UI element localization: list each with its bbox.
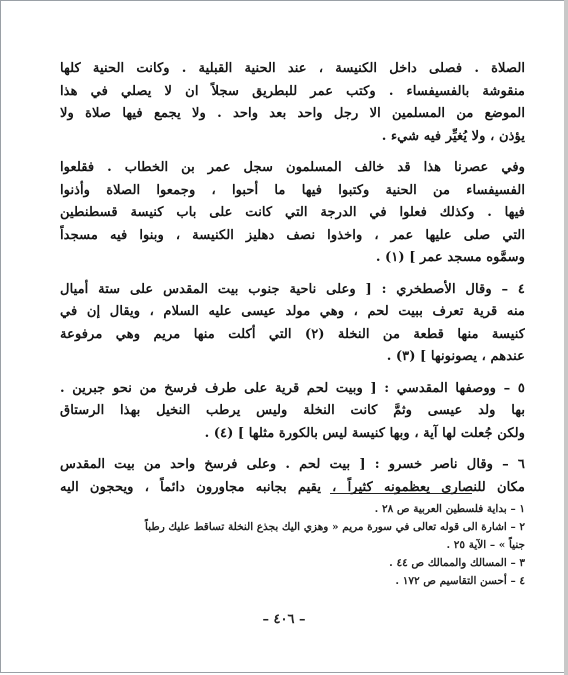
text-line: الموضع من المسلمين الا رجل واحد بعد واحد . ولا يجمع فيها صلاة ولا [60,106,525,121]
paragraph-2 [60,157,525,270]
footnote-item: ٢ – اشارة الى قوله تعالى في سورة مريم « وهزي اليك بجذع النخلة تساقط عليك رطباً [144,521,525,533]
text-line: يؤذن ، ولا يُغيِّر فيه شيء . [381,128,525,144]
text-line: بها ولد عيسى وثمَّ كانت النخلة وليس يرطب النخيل بهذا الرستاق [60,403,525,418]
text-line: وفي عصرنا هذا قد خالف المسلمون سجل عمر بن الخطاب . فقلعوا [60,160,525,175]
page-body [60,58,525,508]
paragraph-3 [60,279,525,369]
footnote-item: ١ – بداية فلسطين العربية ص ٢٨ . [374,503,525,515]
text-line: الفسيفساء من الحنية وكتبوا فيها ما أحبوا ، وجمعوا الصلاة وأذنوا [60,182,525,198]
footnote-item: جنياً » – الآية ٢٥ . [446,539,525,551]
text-line: ٦ – وقال ناصر خسرو : [ بيت لحم . وعلى فرسخ واحد من بيت المقدس [60,457,525,472]
text-line: عندهم ، يصونونها ] (٣) . [386,349,525,364]
text-line: الصلاة . فصلى داخل الكنيسة ، عند الحنية القبلية . وكانت الحنية كلها [60,61,525,76]
text-line: وسمَّوه مسجد عمر ] (١) . [375,250,525,265]
footnote-item: ٣ – المسالك والممالك ص ٤٤ . [389,557,525,569]
text-line: منقوشة بالفسيفساء . وكتب عمر للبطريق سجلاً ان لا يصلي في هذا [60,83,525,99]
text-line: ٥ – ووصفها المقدسي : [ وبيت لحم قرية على طرف فرسخ من نحو جبرين . [60,380,525,396]
text-line: مكان للنصارى يعظمونه كثيراً ، يقيم بجانبه مجاورون دائماً ، ويحجون اليه [60,479,525,495]
paragraph-1 [60,58,525,148]
text-line: ٤ – وقال الأصطخري : [ وعلى ناحية جنوب بيت المقدس على ستة أميال [60,281,525,297]
paragraph-4 [60,378,525,446]
text-line: ولكن جُعلت لها آية ، وبها كنيسة ليس بالكورة مثلها ] (٤) . [204,425,525,441]
footnote-item: ٤ – أحسن التقاسيم ص ١٧٢ . [395,575,525,587]
page-number: – ٤٠٦ – [262,612,306,627]
text-line: التي صلى عليها عمر ، واخذوا نصف دهليز الكنيسة ، وبنوا فيه مسجداً [60,227,525,243]
text-line: كنيسة منها قطعة من النخلة (٢) التي أكلت منها مريم وهي مرفوعة [60,326,525,342]
text-line: فيها . وكذلك فعلوا في الدرجة التي كانت على باب كنيسة قسطنطين [60,205,525,220]
text-line: منه قرية تعرف ببيت لحم ، وهي مولد عيسى عليه السلام ، ويقال إن في [60,304,525,319]
footnote-divider [330,493,472,494]
footnotes [60,500,525,590]
scrollbar-edge[interactable] [564,0,568,675]
